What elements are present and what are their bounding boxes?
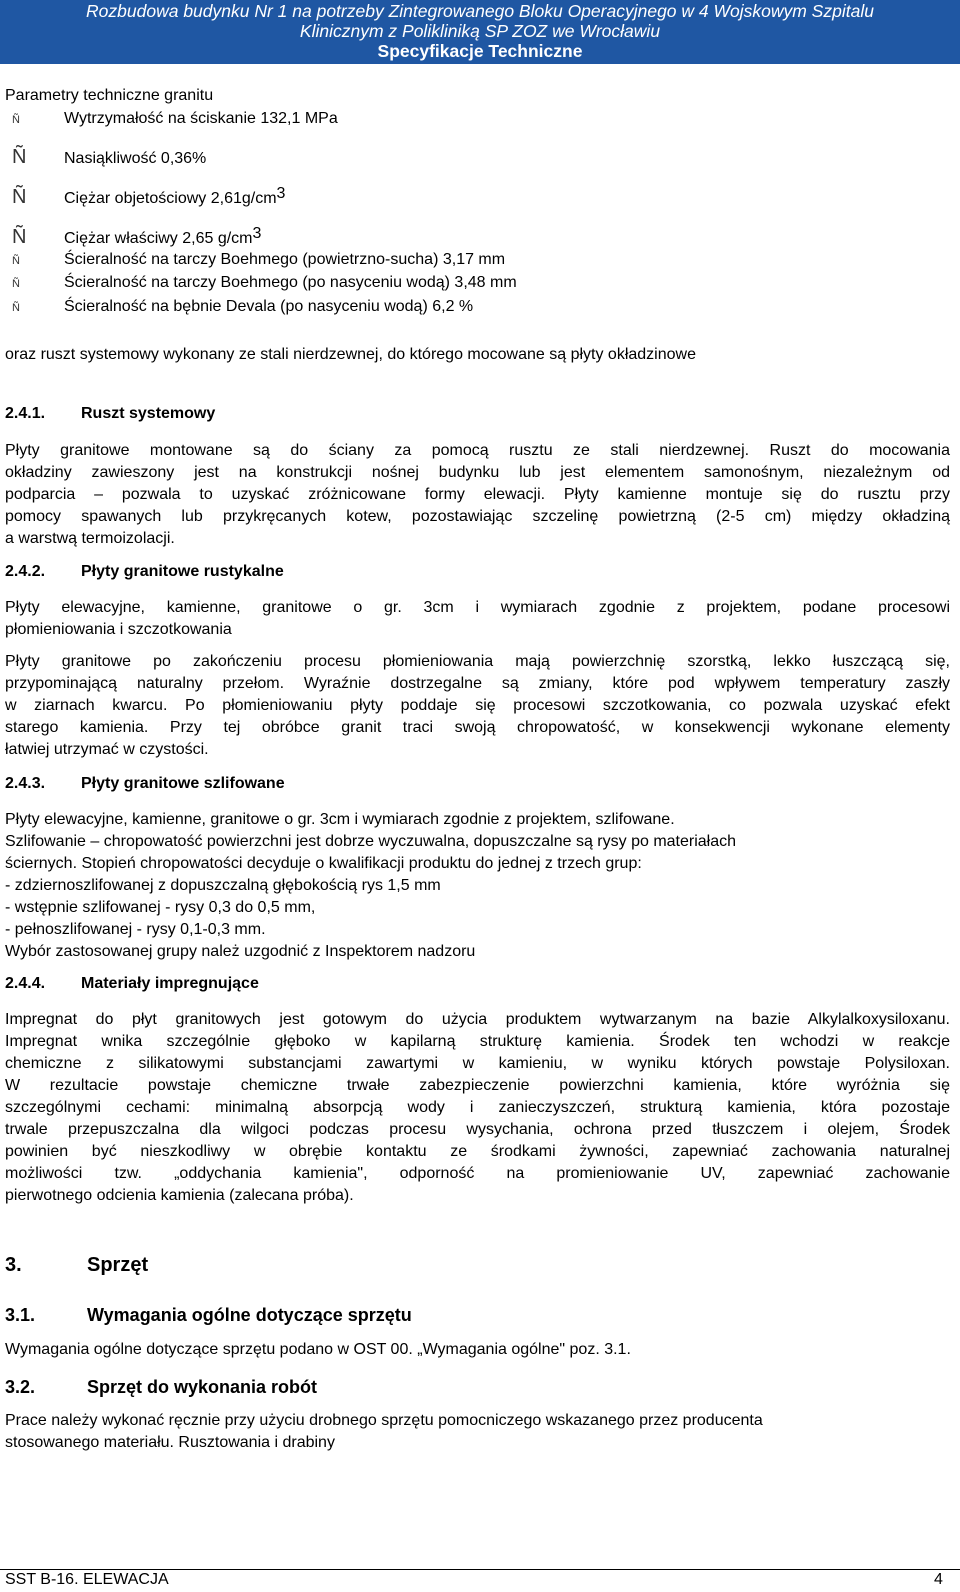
paragraph: Impregnat do płyt granitowych jest gotowym do użycia produktem wytwarzanym na bazie Alkylalkoxysiloxanu. Impregnat wnika szczególnie głęboko w kapilarną strukturę kamienia. Środek ten wchodzi w reakcje chemiczne z silikatowymi substancjami zawartymi w kamieniu, w wyniku których powstaje Polysiloxan. W rezultacie powstaje chemiczne trwałe zabezpieczenie powierzchni kamienia, które wyróżnia się szczególnymi cechami: minimalną absorpcją wody i zanieczyszczeń, strukturą kamienia, która pozostaje trwale przepuszczalna dla wilgoci podczas procesu wysychania, ochrona przed tłuszczem i olejem, Środek powinien być nieszkodliwy w obrębie kontaktu ze środkami żywności, zapewniać zachowania naturalnej możliwości tzw. „oddychania kamienia", odporność na promieniowanie UV, zapewniać zachowanie pierwotnego odcienia kamienia (zalecana próba). [5,1011,950,1204]
bullet-mark: Ñ [12,226,27,248]
bullet-mark: Ñ [12,114,20,126]
header-line-1: Rozbudowa budynku Nr 1 na potrzeby Zintegrowanego Bloku Operacyjnego w 4 Wojskowym Szpitalu [86,1,874,21]
list-item: Ñ Ścieralność na bębnie Devala (po nasyceniu wodą) 6,2 % [12,296,473,319]
section-heading: 3.2. Sprzęt do wykonania robót [5,1377,318,1397]
bullet-mark: Ñ [12,255,20,267]
bullet-mark: Ñ [12,278,20,290]
granite-params-title: Parametry techniczne granitu [5,87,214,104]
list-item: Ñ Nasiąkliwość 0,36% [12,146,207,168]
paragraph: Płyty elewacyjne, kamienne, granitowe o gr. 3cm i wymiarach zgodnie z projektem, szlifowane. Szlifowanie – chropowatość powierzchni jest dobrze wyczuwalna, dopuszczalne są rysy po materiałach ściernych. Stopień chropowatości decyduje o kwalifikacji produktu do jednej z trzech grup: - zdziernoszlifowanej z dopuszczalną głębokością rys 1,5 mm - wstępnie szlifowanej - rysy 0,3 do 0,5 mm, - pełnoszlifowanej - rysy 0,1-0,3 mm. Wybór zastosowanej grupy należ uzgodnić z Inspektorem nadzoru [5,811,737,960]
paragraph: Płyty elewacyjne, kamienne, granitowe o gr. 3cm i wymiarach zgodnie z projektem, podane procesowi płomieniowania i szczotkowania [5,599,950,638]
list-item: Ñ Wytrzymałość na ściskanie 132,1 MPa [12,108,338,131]
section-heading: 2.4.2. Płyty granitowe rustykalne [5,563,284,580]
chapter-heading: 3. Sprzęt [5,1254,149,1276]
bullet-mark: Ñ [12,186,27,208]
paragraph: Prace należy wykonać ręcznie przy użyciu drobnego sprzętu pomocniczego wskazanego przez producenta stosowanego materiału. Rusztowania i drabiny [5,1412,763,1451]
paragraph: Wymagania ogólne dotyczące sprzętu podano w OST 00. „Wymagania ogólne" poz. 3.1. [5,1341,631,1358]
page-number: 4 [934,1571,943,1588]
list-item: Ñ Ścieralność na tarczy Boehmego (powietrzno-sucha) 3,17 mm [12,249,505,272]
section-heading: 2.4.1. Ruszt systemowy [5,405,216,422]
section-heading: 3.1. Wymagania ogólne dotyczące sprzętu [5,1305,412,1325]
header-line-2: Klinicznym z Polikliniką SP ZOZ we Wrocławiu [299,21,661,41]
superscript: 3 [276,185,286,202]
section-heading: 2.4.3. Płyty granitowe szlifowane [5,775,285,792]
superscript: 3 [252,225,262,242]
section-heading: 2.4.4. Materiały impregnujące [5,975,259,992]
footer-title: SST B-16. ELEWACJA [5,1571,169,1588]
paragraph: Płyty granitowe po zakończeniu procesu płomieniowania mają powierzchnię szorstką, lekko łuszczącą się, przypominającą naturalny przełom. Wyraźnie dostrzegalne są zmiany, które pod wpływem temperatury zaszły w ziarnach kwarcu. Po płomieniowaniu płyty poddaje się procesowi szczotkowania, co pozwala uzyskać efekt starego kamienia. Przy tej obróbce granit traci swoją chropowatość, w konsekwencji wykonane elementy łatwiej utrzymać w czystości. [5,653,950,758]
list-item: Ñ Ścieralność na tarczy Boehmego (po nasyceniu wodą) 3,48 mm [12,272,517,295]
header-line-3: Specyfikacje Techniczne [377,41,583,61]
bullet-mark: Ñ [12,302,20,314]
list-item: Ñ Ciężar objetościowy $2,61g/cm^3$ [12,185,286,208]
paragraph: Płyty granitowe montowane są do ściany za pomocą rusztu ze stali nierdzewnej. Ruszt do mocowania okładziny zawieszony jest na konstrukcji nośnej budynku lub jest elementem samonośnym, niezależnym od podparcia – pozwala to uzyskać zróżnicowane formy elewacji. Płyty kamienne montuje się do rusztu przy pomocy spawanych lub przykręcanych kotew, pozostawiając szczelinę powietrzną (2-5 cm) między okładziną a warstwą termoizolacji. [5,442,950,547]
bullet-mark: Ñ [12,146,27,168]
ruszt-line: oraz ruszt systemowy wykonany ze stali nierdzewnej, do którego mocowane są płyty okładzinowe [5,346,696,363]
page-header [0,0,960,64]
list-item: Ñ Ciężar właściwy 2,65 $g/cm^3$ [12,225,262,248]
